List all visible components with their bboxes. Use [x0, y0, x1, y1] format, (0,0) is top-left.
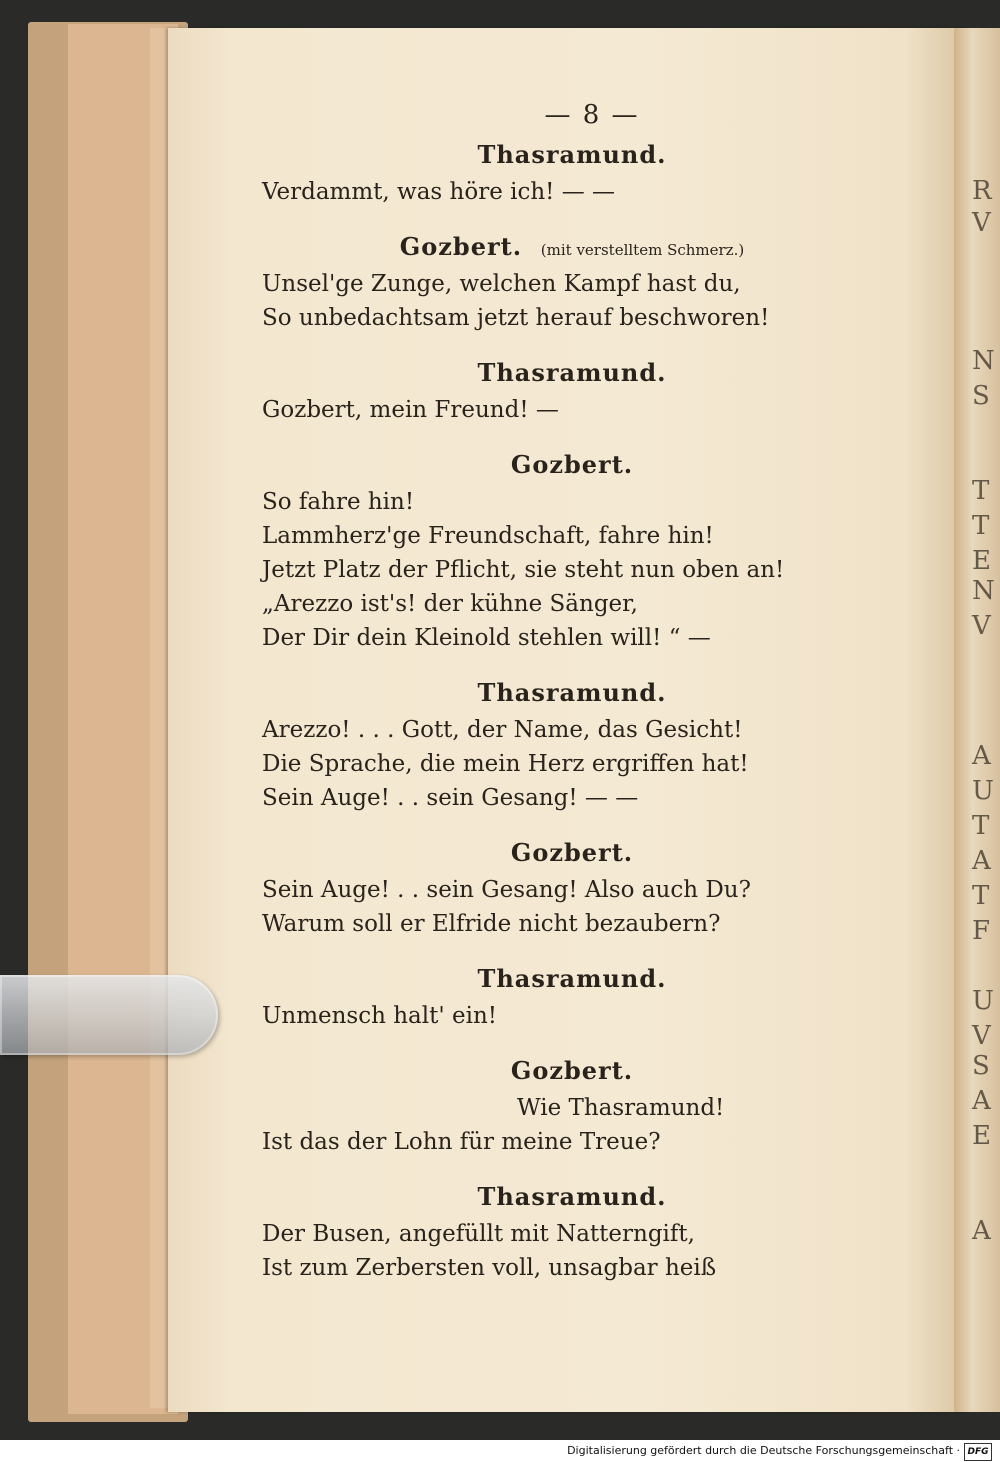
facing-page-letter: A [972, 741, 991, 771]
spacer [262, 655, 822, 673]
footer-bar [0, 1440, 1000, 1462]
facing-page-letter: A [972, 1216, 991, 1246]
speaker-label: Gozbert. [510, 838, 634, 867]
verse-line: Sein Auge! . . sein Gesang! Also auch Du? [262, 877, 751, 903]
verse-line: Jetzt Platz der Pflicht, sie steht nun oben an! [262, 557, 785, 583]
facing-page-letter: E [972, 546, 991, 576]
verse-line: Lammherz'ge Freundschaft, fahre hin! [262, 523, 714, 549]
verse-line: Unsel'ge Zunge, welchen Kampf hast du, [262, 271, 741, 297]
speaker-name [302, 445, 842, 485]
stage-direction: (mit verstelltem Schmerz.) [540, 241, 745, 259]
speaker-label: Thasramund. [477, 678, 667, 707]
verse-line: Ist das der Lohn für meine Treue? [262, 1129, 661, 1155]
verse-line: So unbedachtsam jetzt herauf beschworen! [262, 305, 770, 331]
speaker-name [302, 135, 842, 175]
verse-line: „Arezzo ist's! der kühne Sänger, [262, 591, 638, 617]
facing-page-letters [968, 178, 998, 1378]
facing-page-letter: T [972, 476, 990, 506]
speaker-name [302, 1177, 842, 1217]
speaker-label: Thasramund. [477, 358, 667, 387]
spacer [262, 427, 822, 445]
speaker-label: Gozbert. [399, 232, 523, 261]
speaker-label: Gozbert. [510, 1056, 634, 1085]
speaker-name [302, 833, 842, 873]
speaker-name [302, 1051, 842, 1091]
facing-page-letter: U [972, 986, 994, 1016]
facing-page-letter: U [972, 776, 994, 806]
verse-line: Warum soll er Elfride nicht bezaubern? [262, 911, 721, 937]
facing-page-letter: E [972, 1121, 991, 1151]
facing-page-letter: V [972, 611, 991, 641]
facing-page-letter: S [972, 1051, 990, 1081]
speaker-label: Thasramund. [477, 964, 667, 993]
spacer [262, 815, 822, 833]
speaker-label: Thasramund. [477, 1182, 667, 1211]
facing-page-letter: N [972, 576, 995, 606]
verse-line: Wie Thasramund! [517, 1095, 725, 1121]
spacer [262, 941, 822, 959]
verse-line: Gozbert, mein Freund! — [262, 397, 559, 423]
facing-page-letter: F [972, 916, 991, 946]
facing-page-edge [954, 28, 1000, 1412]
spacer [262, 209, 822, 227]
verse-line: Der Busen, angefüllt mit Natterngift, [262, 1221, 695, 1247]
verse-line: Sein Auge! . . sein Gesang! — — [262, 785, 639, 811]
verse-line: Ist zum Zerbersten voll, unsagbar heiß [262, 1255, 717, 1281]
facing-page-letter: T [972, 881, 990, 911]
play-lines [262, 135, 822, 1285]
facing-page-letter: A [972, 846, 991, 876]
glass-page-weight [0, 975, 218, 1055]
spacer [262, 1033, 822, 1051]
verse-line: Arezzo! . . . Gott, der Name, das Gesicht! [262, 717, 743, 743]
facing-page-letter: S [972, 381, 990, 411]
verse-line: Verdammt, was höre ich! — — [262, 179, 616, 205]
page-text [262, 95, 822, 1285]
speaker-name [302, 959, 842, 999]
speaker-name [302, 353, 842, 393]
verse-line: Die Sprache, die mein Herz ergriffen hat! [262, 751, 749, 777]
facing-page-letter: N [972, 346, 995, 376]
verse-line: So fahre hin! [262, 489, 415, 515]
facing-page-letter: T [972, 511, 990, 541]
speaker-name [302, 673, 842, 713]
facing-page-letter: T [972, 811, 990, 841]
facing-page-letter: V [972, 1021, 991, 1051]
speaker-name [302, 227, 842, 267]
spacer [262, 1159, 822, 1177]
verse-line: Unmensch halt' ein! [262, 1003, 498, 1029]
facing-page-letter: V [972, 208, 991, 238]
facing-page-letter: A [972, 1086, 991, 1116]
verse-line: Der Dir dein Kleinold stehlen will! “ — [262, 625, 711, 651]
dfg-logo: DFG [964, 1443, 992, 1461]
speaker-label: Thasramund. [477, 140, 667, 169]
funding-note: Digitalisierung gefördert durch die Deutsche Forschungsgemeinschaft · [567, 1444, 960, 1457]
facing-page-letter: R [972, 176, 992, 206]
page-number: — 8 — [544, 100, 640, 130]
spacer [262, 335, 822, 353]
speaker-label: Gozbert. [510, 450, 634, 479]
